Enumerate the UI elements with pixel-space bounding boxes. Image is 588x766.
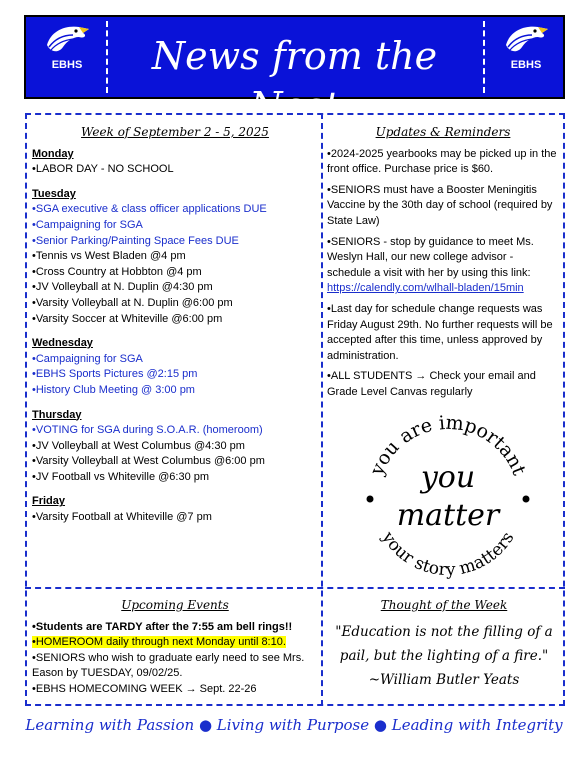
calendly-link[interactable]: https://calendly.com/wlhall-bladen/15min: [327, 282, 524, 295]
days-list: [32, 147, 318, 526]
footer-tagline: [0, 716, 588, 734]
thought-author: ~William Butler Yeats: [368, 671, 520, 688]
day-heading-thursday: Thursday: [32, 408, 82, 421]
graphic-dot-left: [367, 496, 374, 503]
updates-title: Updates & Reminders: [375, 125, 511, 139]
update-vaccine: •SENIORS must have a Booster Meningitis Vaccine by the 30th day of school (required by State Law): [327, 183, 553, 227]
schedule-item: •JV Volleyball at N. Duplin @4:30 pm: [32, 281, 213, 294]
upcoming-events: [32, 598, 318, 698]
thought-of-week: [327, 598, 561, 692]
tagline-passion: Learning with Passion: [25, 716, 195, 734]
you-matter-graphic: [358, 407, 538, 587]
schedule-item: •VOTING for SGA during S.O.A.R. (homeroom): [32, 424, 263, 437]
week-title: Week of September 2 - 5, 2025: [81, 125, 269, 139]
grid-divider-horizontal: [25, 587, 565, 589]
header-banner: [24, 15, 565, 128]
day-heading-friday: Friday: [32, 495, 66, 508]
update-schedule-change: •Last day for schedule change requests was Friday August 29th. No further requests will be accepted after this time, unless approved by administration.: [327, 302, 553, 362]
graphic-dot-right: [523, 496, 530, 503]
event-tardy: •Students are TARDY after the 7:55 am bell rings!!: [32, 620, 293, 633]
school-abbrev-right: EBHS: [510, 59, 542, 71]
tagline-integrity: Leading with Integrity: [391, 716, 563, 734]
graphic-you: you: [420, 460, 476, 495]
school-abbrev-left: EBHS: [51, 59, 83, 71]
eagle-head-icon: [43, 23, 91, 57]
day-heading-monday: Monday: [32, 147, 74, 160]
schedule-item: •EBHS Sports Pictures @2:15 pm: [32, 368, 198, 381]
day-heading-tuesday: Tuesday: [32, 187, 76, 200]
eagle-head-icon: [502, 23, 550, 57]
schedule-item: •JV Volleyball at West Columbus @4:30 pm: [32, 439, 245, 452]
events-title: Upcoming Events: [121, 598, 229, 612]
schedule-item: •Varsity Volleyball at N. Duplin @6:00 pm: [32, 296, 233, 309]
arc-text-top: you are important: [365, 411, 531, 479]
tagline-purpose: Living with Purpose: [216, 716, 370, 734]
schedule-item: •History Club Meeting @ 3:00 pm: [32, 383, 195, 396]
event-homecoming: •EBHS HOMECOMING WEEK → Sept. 22-26: [32, 682, 257, 695]
banner-divider-left: [106, 21, 108, 93]
banner-divider-right: [483, 21, 485, 93]
grid-divider-vertical: [321, 113, 323, 706]
schedule-item: •SGA executive & class officer applications DUE: [32, 203, 267, 216]
update-advisor-text: •SENIORS - stop by guidance to meet Ms. Weslyn Hall, our new college advisor - schedule a visit with her by using this link:: [327, 235, 534, 279]
arc-text-bottom: your story matters: [377, 528, 519, 581]
graphic-matter: matter: [396, 498, 500, 533]
schedule-item: •Campaigning for SGA: [32, 352, 143, 365]
day-heading-wednesday: Wednesday: [32, 337, 93, 350]
thought-title: Thought of the Week: [380, 598, 508, 612]
newsletter-title: News from the Nest: [151, 34, 438, 128]
schedule-item: •Tennis vs West Bladen @4 pm: [32, 250, 186, 263]
update-yearbook: •2024-2025 yearbooks may be picked up in the front office. Purchase price is $60.: [327, 147, 557, 176]
event-homeroom: •HOMEROOM daily through next Monday until 8:10.: [32, 636, 286, 649]
schedule-item: •Varsity Soccer at Whiteville @6:00 pm: [32, 312, 223, 325]
bullet-dot-icon: ●: [198, 716, 217, 734]
schedule-item: •Varsity Football at Whiteville @7 pm: [32, 511, 212, 524]
update-college-advisor: [327, 235, 559, 297]
event-homeroom-wrap: [32, 635, 318, 651]
week-schedule: [32, 125, 318, 526]
event-seniors-early: •SENIORS who wish to graduate early need to see Mrs. Eason by TUESDAY, 09/02/25.: [32, 651, 305, 680]
schedule-item: •JV Football vs Whiteville @6:30 pm: [32, 470, 210, 483]
right-logo: [491, 23, 561, 71]
update-all-students: •ALL STUDENTS → Check your email and Grade Level Canvas regularly: [327, 370, 536, 398]
schedule-item: •LABOR DAY - NO SCHOOL: [32, 163, 174, 176]
schedule-item: •Varsity Volleyball at West Columbus @6:00 pm: [32, 455, 265, 468]
schedule-item: •Campaigning for SGA: [32, 218, 143, 231]
updates-section: [327, 125, 559, 406]
schedule-item: •Senior Parking/Painting Space Fees DUE: [32, 234, 239, 247]
schedule-item: •Cross Country at Hobbton @4 pm: [32, 265, 202, 278]
left-logo: [32, 23, 102, 71]
bullet-dot-icon: ●: [373, 716, 392, 734]
thought-quote: "Education is not the filling of a pail, but the lighting of a fire.": [335, 623, 553, 664]
